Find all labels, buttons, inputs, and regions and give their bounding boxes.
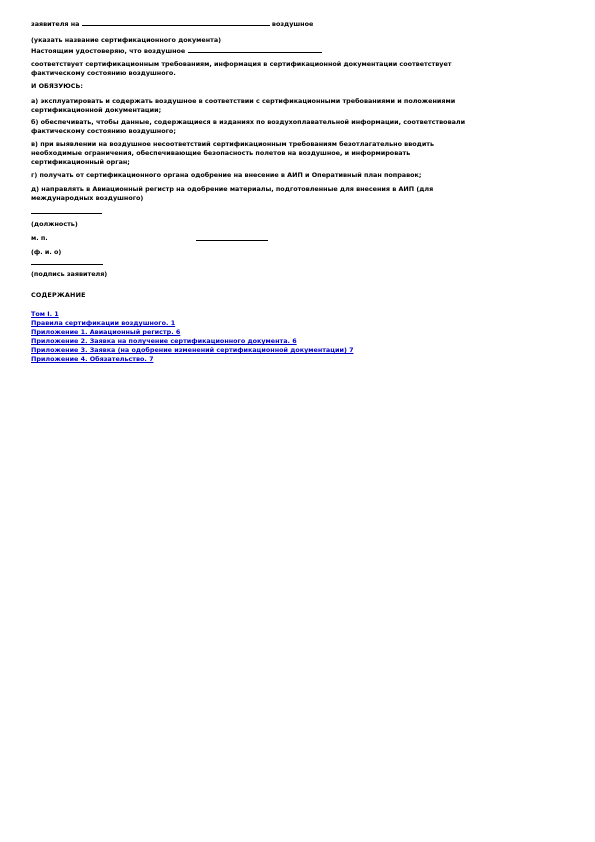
toc-item-appendix-4 [31,355,354,364]
airfield-name-blank[interactable] [188,46,322,53]
toc-item-appendix-2 [31,337,354,346]
toc-link-rules[interactable]: Правила сертификации воздушного. 1 [31,319,176,327]
obligation-item-v: в) при выявлении на воздушное несоответствий сертификационным требованиям безотлагательно вводить необходимые ограничения, обеспечивающие безопасность полетов на воздушное, и информировать сертификационный орган; [31,140,435,166]
obligation-item-d: д) направлять в Авиационный регистр на одобрение материалы, подготовленные для внесения в АИП (для международных воздушного) [31,185,434,202]
position-signature-line [31,213,102,214]
toc-item-volume-1 [31,310,354,319]
toc-link-volume-1[interactable]: Том I. 1 [31,310,59,318]
table-of-contents [31,310,354,364]
toc-link-appendix-1[interactable]: Приложение 1. Авиационный регистр. 6 [31,328,181,336]
applicant-signature-caption: (подпись заявителя) [31,270,108,278]
applicant-signature-line [31,264,103,265]
toc-link-appendix-4[interactable]: Приложение 4. Обязательство. 7 [31,355,154,363]
contents-heading: СОДЕРЖАНИЕ [31,291,86,299]
compliance-statement: соответствует сертификационным требованиям, информация в сертификационной документации соответствует фактическому состоянию воздушного. [31,60,452,77]
toc-item-appendix-1 [31,328,354,337]
obligation-item-b: б) обеспечивать, чтобы данные, содержащиеся в изданиях по воздухоплавательной информации, соответствовали фактическому состоянию воздушного; [31,118,466,135]
obligation-item-a: а) эксплуатировать и содержать воздушное в соответствии с сертификационными требованиями и положениями сертификационной документации; [31,97,456,114]
toc-item-rules [31,319,354,328]
certify-line-prefix: Настоящим удостоверяю, что воздушное [31,47,186,55]
name-signature-line [196,240,268,241]
position-caption: (должность) [31,220,78,228]
document-name-hint: (указать название сертификационного документа) [31,36,222,44]
certify-line [31,46,471,56]
seal-placeholder: м. п. [31,234,48,242]
toc-link-appendix-3[interactable]: Приложение 3. Заявка (на одобрение изменений сертификационной документации) 7 [31,346,354,354]
applicant-line-prefix: заявителя на [31,20,80,28]
toc-link-appendix-2[interactable]: Приложение 2. Заявка на получение сертификационного документа. 6 [31,337,297,345]
full-name-caption: (ф. и. о) [31,248,62,256]
document-name-blank[interactable] [82,19,270,26]
toc-item-appendix-3 [31,346,354,355]
applicant-line [31,19,471,29]
obligation-item-g: г) получать от сертификационного органа одобрение на внесение в АИП и Оперативный план поправок; [31,171,422,179]
obligation-heading: И ОБЯЗУЮСЬ: [31,82,83,90]
applicant-line-suffix: воздушное [271,20,314,28]
